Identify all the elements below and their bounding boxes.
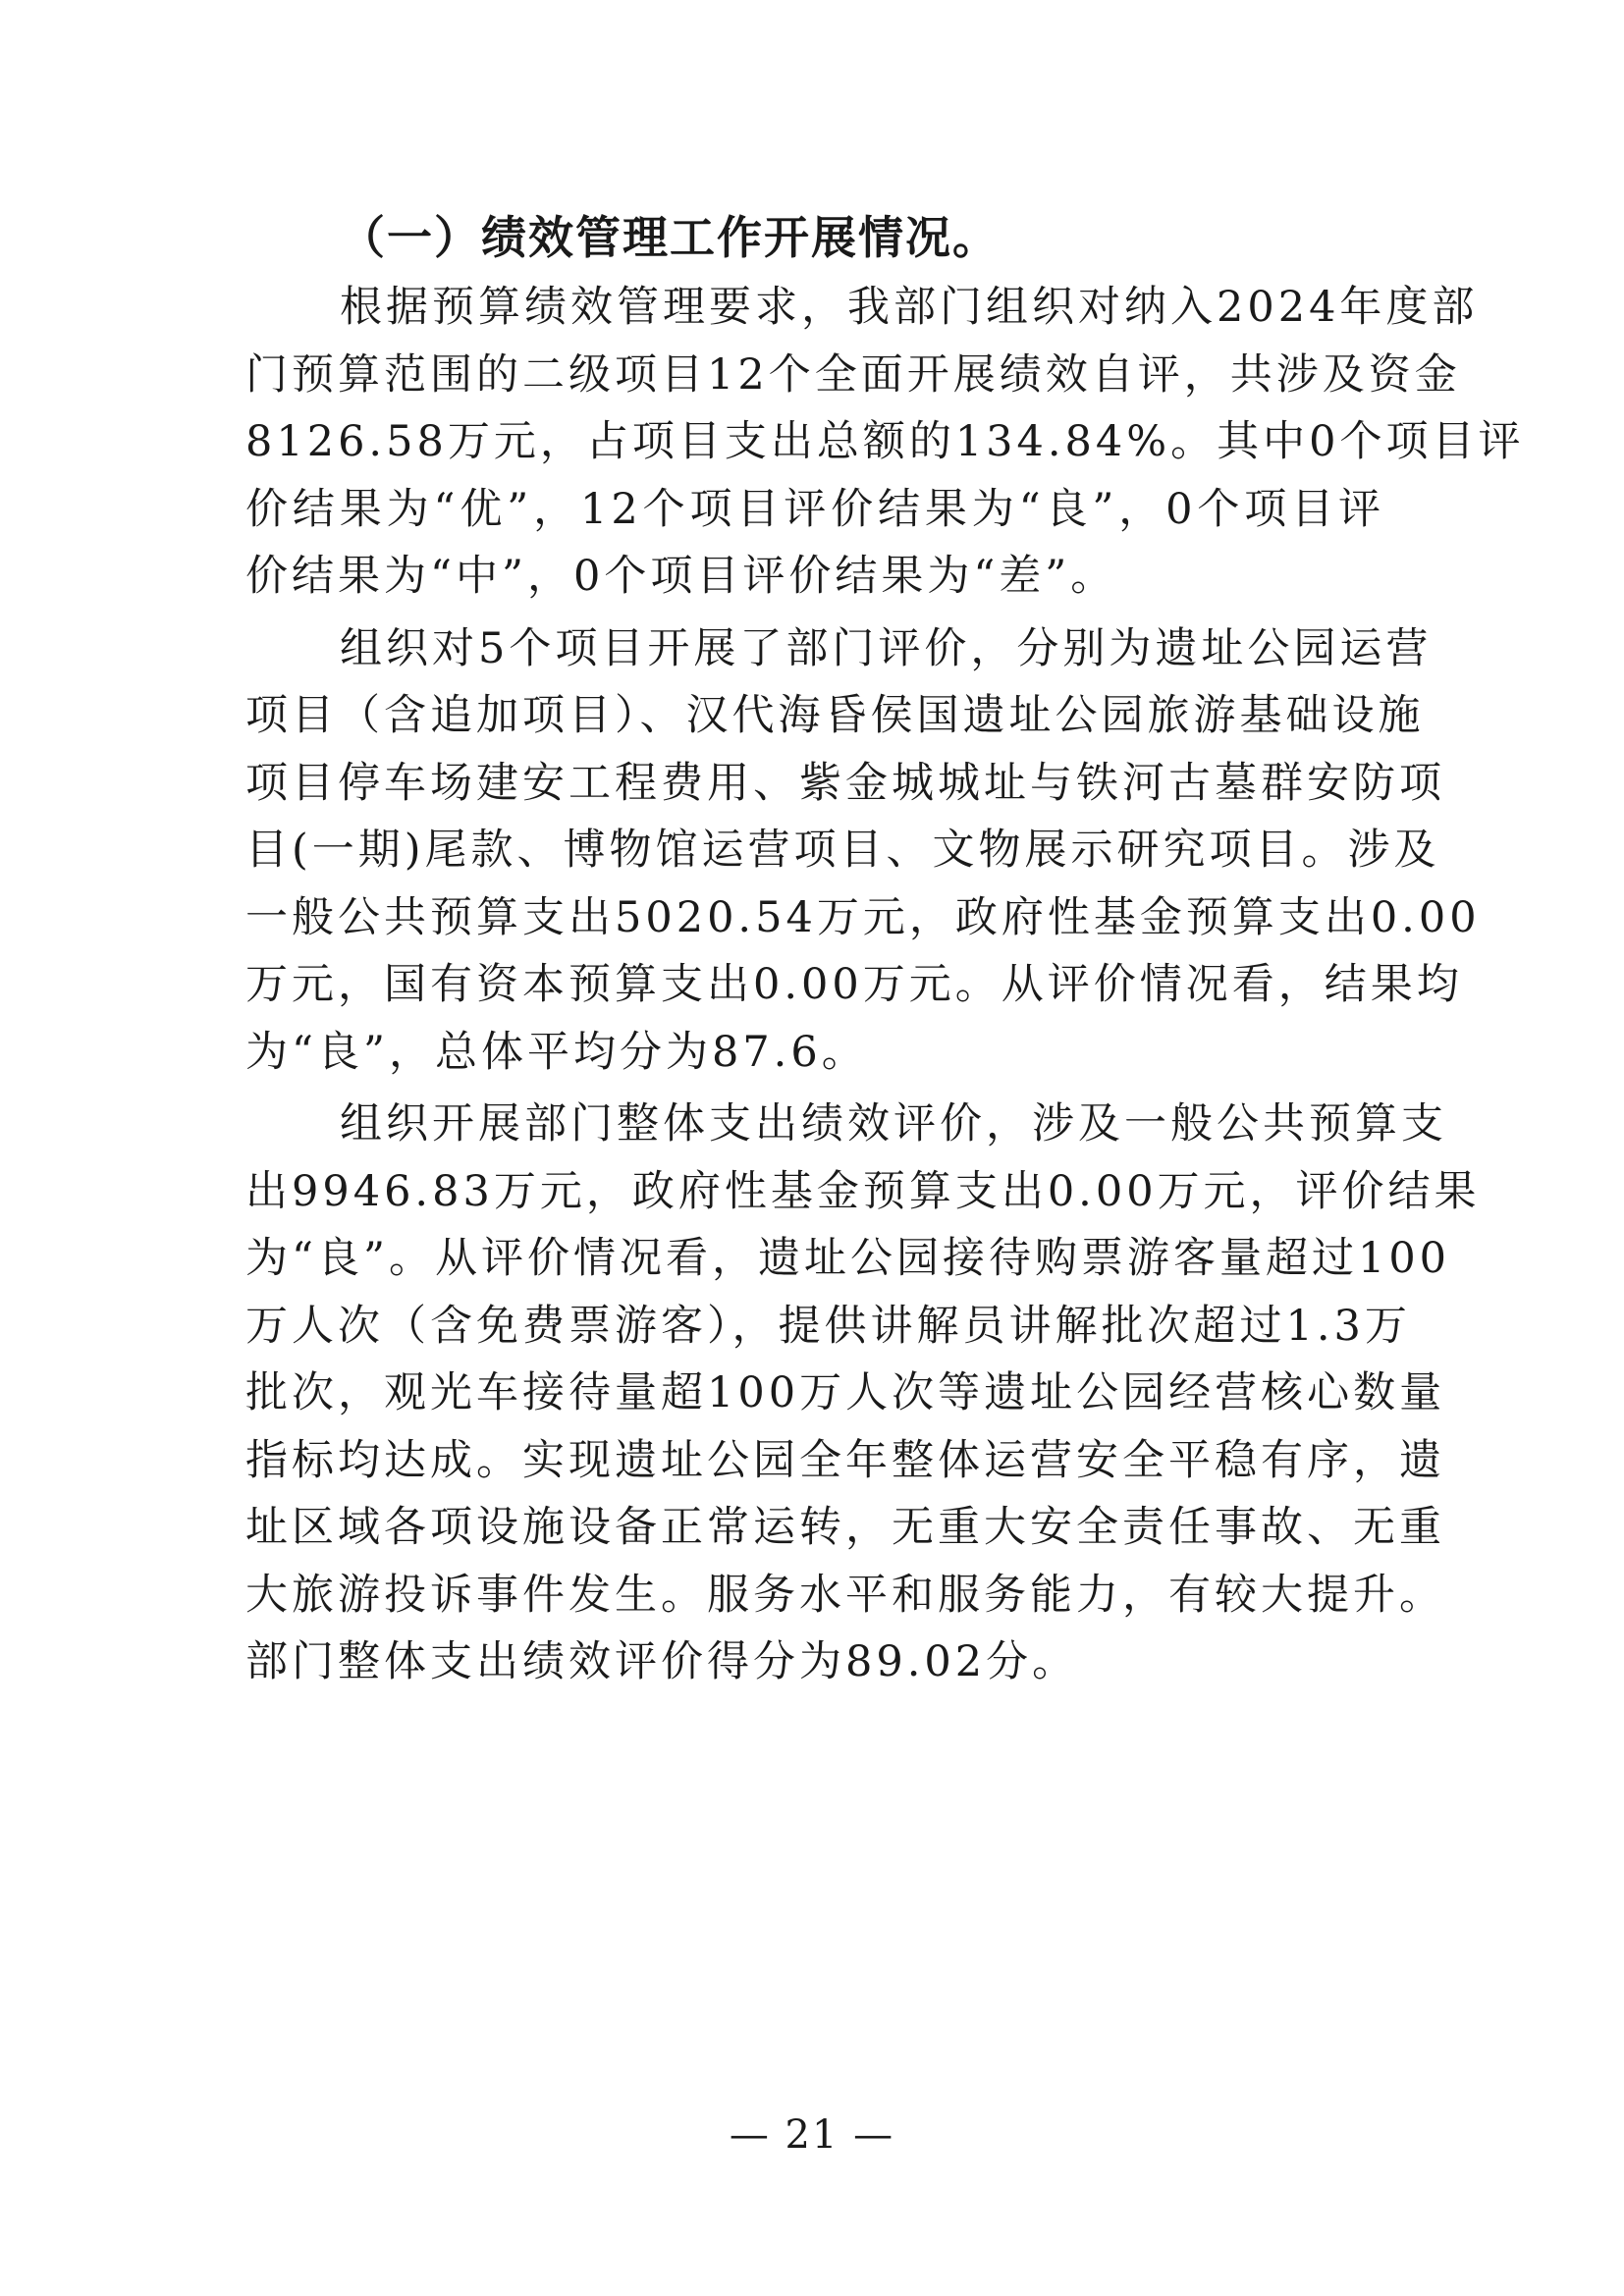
paragraph-line: 组织对5个项目开展了部门评价，分别为遗址公园运营 — [340, 623, 1433, 673]
paragraph-line: 万元，国有资本预算支出0.00万元。从评价情况看，结果均 — [245, 960, 1463, 1009]
paragraph-line: 批次，观光车接待量超100万人次等遗址公园经营核心数量 — [245, 1368, 1446, 1417]
paragraph-department-evaluation — [245, 615, 1481, 1087]
paragraph-line: 目(一期)尾款、博物馆运营项目、文物展示研究项目。涉及 — [245, 826, 1440, 875]
page-content — [245, 206, 1525, 1701]
page-number: — 21 — — [729, 2112, 895, 2158]
paragraph-line: 部门整体支出绩效评价得分为89.02分。 — [245, 1637, 1079, 1686]
paragraph-line: 8126.58万元，占项目支出总额的134.84%。其中0个项目评 — [245, 417, 1525, 466]
paragraph-self-evaluation — [245, 274, 1525, 611]
paragraph-line: 指标均达成。实现遗址公园全年整体运营安全平稳有序，遗 — [245, 1435, 1445, 1485]
paragraph-line: 为“良”，总体平均分为87.6。 — [245, 1027, 868, 1077]
section-heading: （一）绩效管理工作开展情况。 — [340, 211, 1000, 264]
paragraph-overall-evaluation — [245, 1091, 1481, 1696]
paragraph-line: 项目（含追加项目）、汉代海昏侯国遗址公园旅游基础设施 — [245, 691, 1425, 740]
paragraph-line: 大旅游投诉事件发生。服务水平和服务能力，有较大提升。 — [245, 1570, 1445, 1620]
paragraph-line: 项目停车场建安工程费用、紫金城城址与铁河古墓群安防项 — [245, 758, 1445, 808]
paragraph-line: 根据预算绩效管理要求，我部门组织对纳入2024年度部 — [340, 283, 1479, 332]
paragraph-line: 组织开展部门整体支出绩效评价，涉及一般公共预算支 — [340, 1099, 1447, 1148]
paragraph-line: 址区域各项设施设备正常运转，无重大安全责任事故、无重 — [245, 1503, 1445, 1552]
paragraph-line: 价结果为“中”，0个项目评价结果为“差”。 — [245, 552, 1117, 601]
paragraph-line: 一般公共预算支出5020.54万元，政府性基金预算支出0.00 — [245, 892, 1481, 942]
paragraph-line: 出9946.83万元，政府性基金预算支出0.00万元，评价结果 — [245, 1166, 1481, 1216]
paragraph-line: 万人次（含免费票游客），提供讲解员讲解批次超过1.3万 — [245, 1301, 1411, 1351]
paragraph-line: 门预算范围的二级项目12个全面开展绩效自评，共涉及资金 — [245, 349, 1461, 400]
paragraph-line: 价结果为“优”，12个项目评价结果为“良”，0个项目评 — [245, 484, 1384, 534]
paragraph-line: 为“良”。从评价情况看，遗址公园接待购票游客量超过100 — [245, 1234, 1451, 1283]
